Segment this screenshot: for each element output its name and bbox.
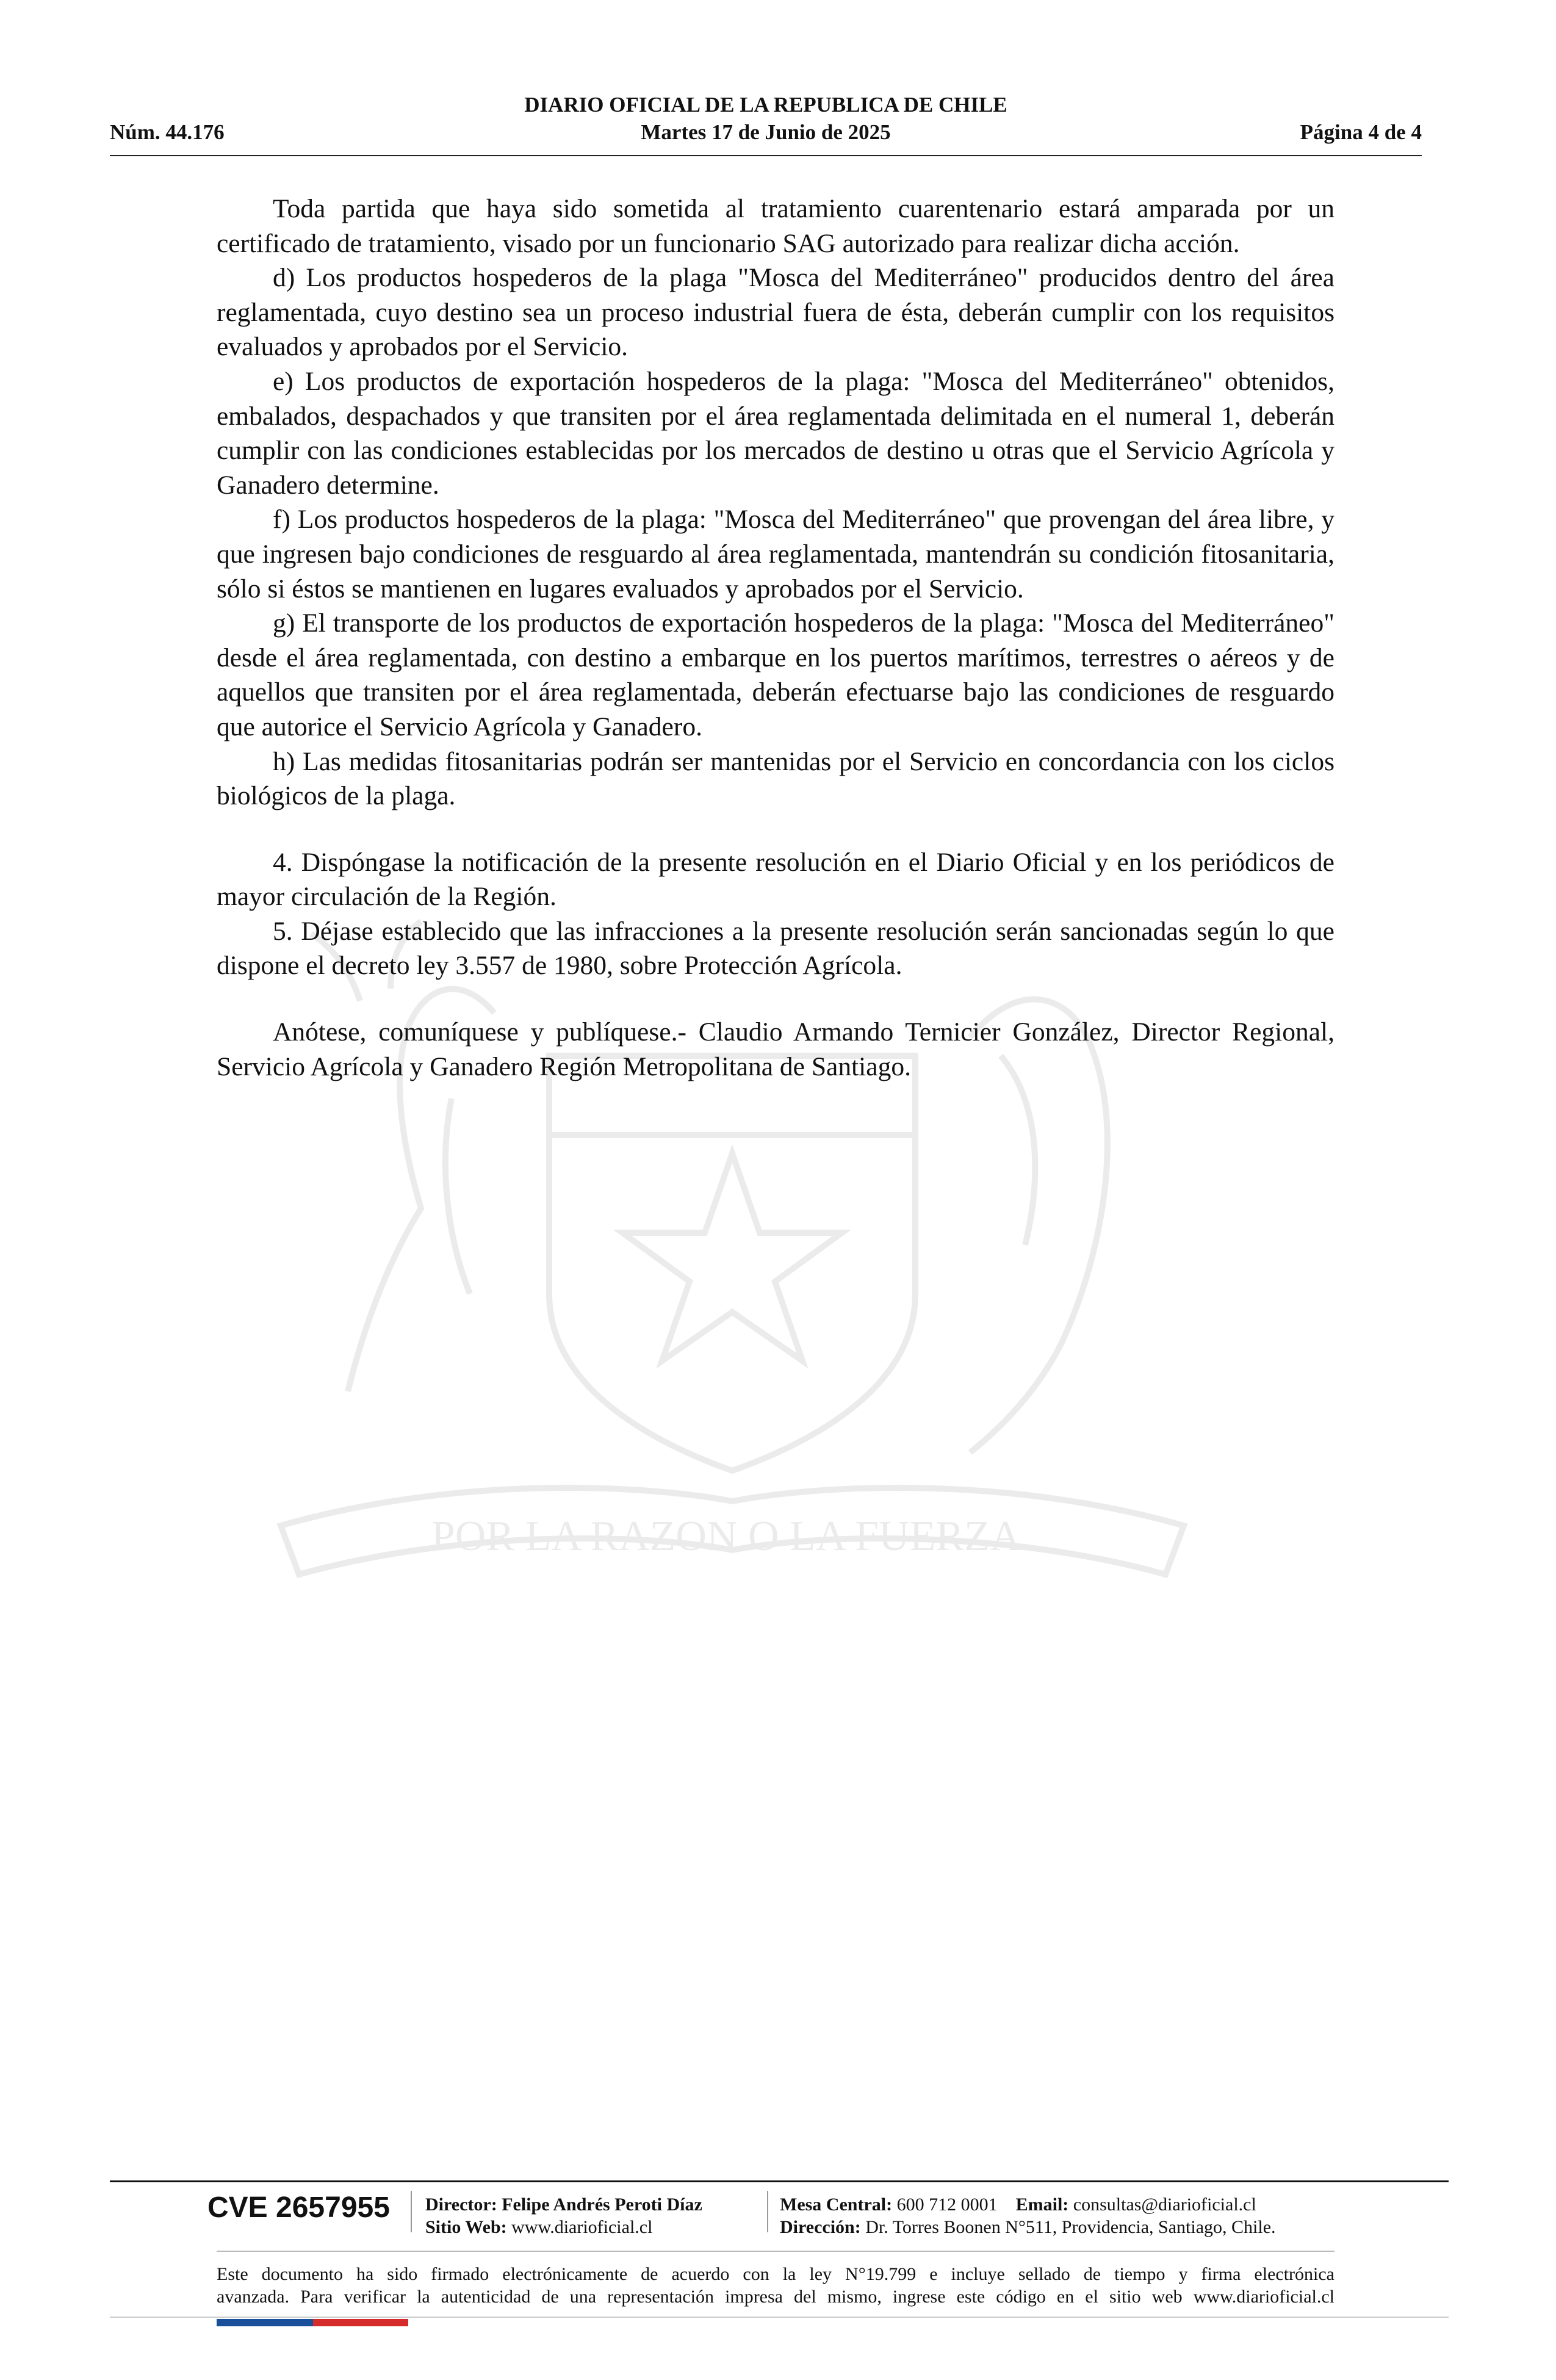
watermark-motto: POR LA RAZON O LA FUERZA: [431, 1513, 1021, 1560]
address-value: Dr. Torres Boonen N°511, Providencia, Santiago, Chile.: [865, 2217, 1276, 2237]
director-label: Director:: [425, 2194, 497, 2215]
newspaper-title: DIARIO OFICIAL DE LA REPUBLICA DE CHILE: [524, 93, 1007, 117]
email-link[interactable]: consultas@diarioficial.cl: [1073, 2194, 1256, 2215]
paragraph-e: e) Los productos de exportación hospederos de la plaga: "Mosca del Mediterráneo" obtenidos, embalados, despachados y que transiten por el área reglamentada delimitada en el numeral 1, deberán cumplir con las condiciones establecidas por los mercados de destino u otras que el Servicio Agrícola y Ganadero determine.: [217, 366, 1334, 500]
director-name: Felipe Andrés Peroti Díaz: [502, 2194, 702, 2215]
paragraph-g: g) El transporte de los productos de exportación hospederos de la plaga: "Mosca del Mediterráneo" desde el área reglamentada, con destino a embarque en los puertos marítimos, terrestres o aéreos y de aquellos que transiten por el área reglamentada, deberán efectuarse bajo las condiciones de resguardo que autorice el Servicio Agrícola y Ganadero.: [217, 608, 1334, 741]
address-label: Dirección:: [780, 2217, 861, 2237]
cve-code: CVE 2657955: [207, 2191, 390, 2224]
paragraph-4: 4. Dispóngase la notificación de la presente resolución en el Diario Oficial y en los periódicos de mayor circulación de la Región.: [217, 847, 1334, 912]
paragraph: Toda partida que haya sido sometida al tratamiento cuarentenario estará amparada por un certificado de tratamiento, visado por un funcionario SAG autorizado para realizar dicha acción.: [217, 194, 1334, 258]
footer-bottom-rule: [110, 2317, 1449, 2318]
header-row: [110, 120, 1422, 150]
web-label: Sitio Web:: [425, 2217, 507, 2237]
mesa-phone: 600 712 0001: [896, 2194, 998, 2215]
shield-icon: [549, 1056, 915, 1471]
paragraph-d: d) Los productos hospederos de la plaga "Mosca del Mediterráneo" producidos dentro del área reglamentada, cuyo destino sea un proceso industrial fuera de ésta, deberán cumplir con los requisitos evaluados y aprobados por el Servicio.: [217, 263, 1334, 362]
issue-number: Núm. 44.176: [110, 120, 225, 144]
page-indicator: Página 4 de 4: [1300, 120, 1422, 144]
header-divider: [110, 155, 1422, 156]
paragraph-f: f) Los productos hospederos de la plaga: "Mosca del Mediterráneo" que provengan del área libre, y que ingresen bajo condiciones de resguardo al área reglamentada, mantendrán su condición fitosanitaria, sólo si éstos se mantienen en lugares evaluados y aprobados por el Servicio.: [217, 505, 1334, 604]
footer-divider: [110, 2180, 1449, 2182]
star-icon: [622, 1153, 842, 1361]
footer-contact-block: [780, 2193, 1276, 2238]
mesa-label: Mesa Central:: [780, 2194, 893, 2215]
footer-separator: [411, 2191, 412, 2232]
closing-signature: Anótese, comuníquese y publíquese.- Claudio Armando Ternicier González, Director Regional, Servicio Agrícola y Ganadero Región Metropolitana de Santiago.: [217, 1017, 1334, 1081]
flag-stripe-blue: [217, 2319, 313, 2326]
footer-inner-divider: [217, 2251, 1334, 2252]
signature-notice: [217, 2263, 1334, 2308]
web-link[interactable]: www.diarioficial.cl: [511, 2217, 653, 2237]
paragraph-5: 5. Déjase establecido que las infracciones a la presente resolución serán sancionadas según lo que dispone el decreto ley 3.557 de 1980, sobre Protección Agrícola.: [217, 916, 1334, 981]
issue-date: Martes 17 de Junio de 2025: [641, 120, 891, 144]
notice-line-2: avanzada. Para verificar la autenticidad de una representación impresa del mismo, ingrese este código en el sitio web www.diarioficial.cl: [217, 2287, 1334, 2307]
paragraph-h: h) Las medidas fitosanitarias podrán ser mantenidas por el Servicio en concordancia con los ciclos biológicos de la plaga.: [217, 746, 1334, 811]
flag-stripe-red: [313, 2319, 408, 2326]
document-body: [217, 192, 1334, 1084]
footer-separator: [767, 2191, 768, 2232]
notice-line-1: Este documento ha sido firmado electrónicamente de acuerdo con la ley N°19.799 e incluye sellado de tiempo y firma electrónica: [217, 2264, 1334, 2284]
footer-director-block: [425, 2193, 702, 2238]
email-label: Email:: [1015, 2194, 1069, 2215]
